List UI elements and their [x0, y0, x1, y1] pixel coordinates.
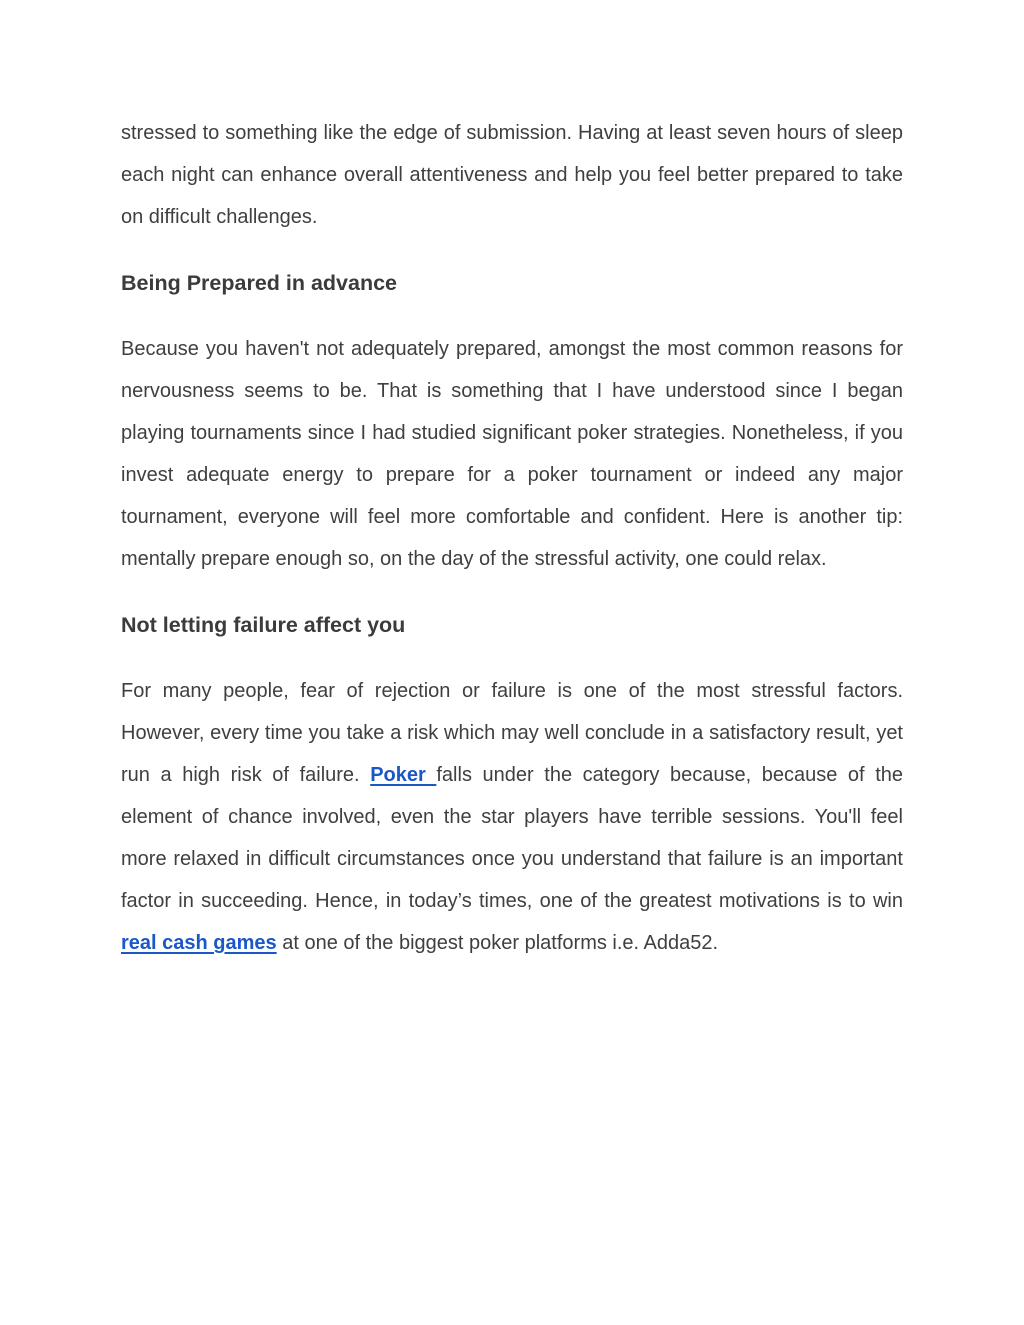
section-paragraph-prepared: Because you haven't not adequately prepared, amongst the most common reasons for nervousness seems to be. That is something that I have understood since I began playing tournaments since I had studied significant poker strategies. Nonetheless, if you invest adequate energy to prepare for a poker tournament or indeed any major tournament, everyone will feel more comfortable and confident. Here is another tip: mentally prepare enough so, on the day of the stressful activity, one could relax. [121, 338, 903, 570]
section-heading-failure: Not letting failure affect you [121, 613, 406, 637]
poker-link[interactable]: Poker [370, 764, 437, 786]
section-paragraph-failure [121, 670, 903, 964]
paragraph-text-part3: at one of the biggest poker platforms i.e. Adda52. [276, 932, 719, 954]
section-heading-prepared: Being Prepared in advance [121, 271, 398, 295]
paragraph-text-part1: For many people, fear of rejection or failure is one of the most stressful factors. However, every time you take a risk which may well conclude in a satisfactory result, yet run a high risk of failure. [121, 680, 903, 786]
intro-paragraph: stressed to something like the edge of submission. Having at least seven hours of sleep each night can enhance overall attentiveness and help you feel better prepared to take on difficult challenges. [121, 122, 903, 228]
real-cash-games-link[interactable]: real cash games [121, 932, 277, 954]
paragraph-text-part2: falls under the category because, because of the element of chance involved, even the star players have terrible sessions. You'll feel more relaxed in difficult circumstances once you understand that failure is an important factor in succeeding. Hence, in today’s times, one of the greatest motivations is to win [121, 764, 903, 912]
document-page [121, 112, 903, 964]
